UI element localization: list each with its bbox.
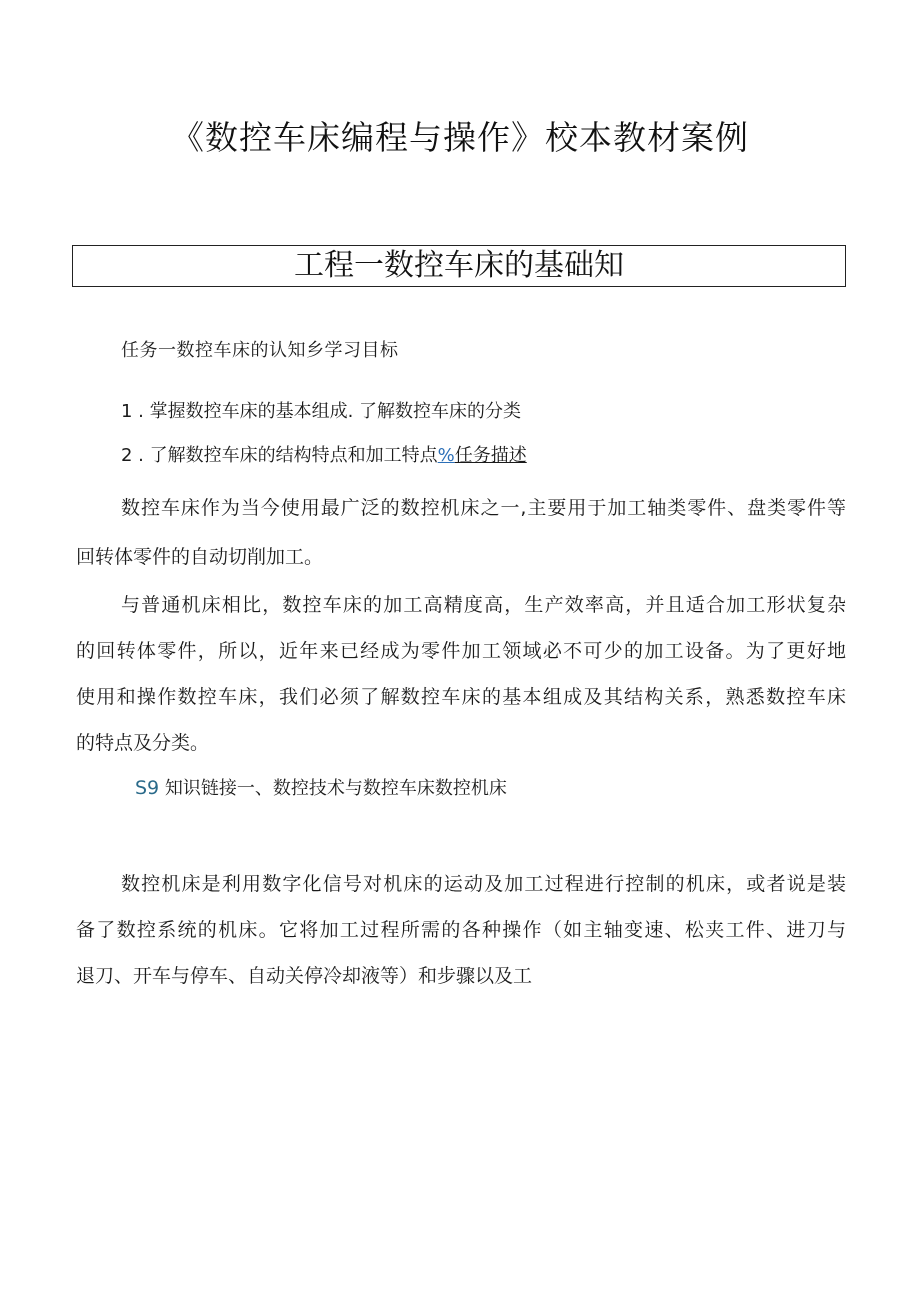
paragraph-line: 回转体零件的自动切削加工。 <box>76 546 324 568</box>
task-heading: 任务一数控车床的认知乡学习目标 <box>121 340 399 361</box>
paragraph-intro <box>76 493 846 591</box>
knowledge-text: 知识链接一、数控技术与数控车床数控机床 <box>164 778 507 799</box>
knowledge-link-heading <box>135 774 507 800</box>
objective-item-2-text: 2 . 了解数控车床的结构特点和加工特点 <box>121 445 438 466</box>
paragraph-cnc-definition <box>76 869 846 1007</box>
paragraph-line: 数控车床作为当今使用最广泛的数控机床之一,主要用于加工轴类零件、盘类零件等 <box>121 497 846 519</box>
task-description-link[interactable]: 任务描述 <box>454 445 527 466</box>
objective-item-2 <box>121 441 527 467</box>
chapter-title-box <box>72 245 846 287</box>
paragraph-line: 备了数控系统的机床。它将加工过程所需的各种操作（如主轴变速、松夹工件、进刀与 <box>76 919 846 941</box>
objective-item-1: 1 . 掌握数控车床的基本组成. 了解数控车床的分类 <box>121 401 522 422</box>
paragraph-line: 数控机床是利用数字化信号对机床的运动及加工过程进行控制的机床，或者说是装 <box>121 873 846 895</box>
document-title: 《数控车床编程与操作》校本教材案例 <box>171 118 749 157</box>
knowledge-tag: S9 <box>135 777 160 799</box>
paragraph-comparison <box>76 590 846 774</box>
paragraph-line: 使用和操作数控车床，我们必须了解数控车床的基本组成及其结构关系，熟悉数控车床 <box>76 686 846 708</box>
chapter-title: 工程一数控车床的基础知 <box>294 248 624 283</box>
paragraph-line: 的特点及分类。 <box>76 732 210 754</box>
paragraph-line: 的回转体零件，所以，近年来已经成为零件加工领域必不可少的加工设备。为了更好地 <box>76 640 846 662</box>
paragraph-line: 与普通机床相比，数控车床的加工高精度高，生产效率高，并且适合加工形状复杂 <box>121 594 846 616</box>
paragraph-line: 退刀、开车与停车、自动关停冷却液等）和步骤以及工 <box>76 965 533 987</box>
objective-marker: % <box>437 445 455 466</box>
